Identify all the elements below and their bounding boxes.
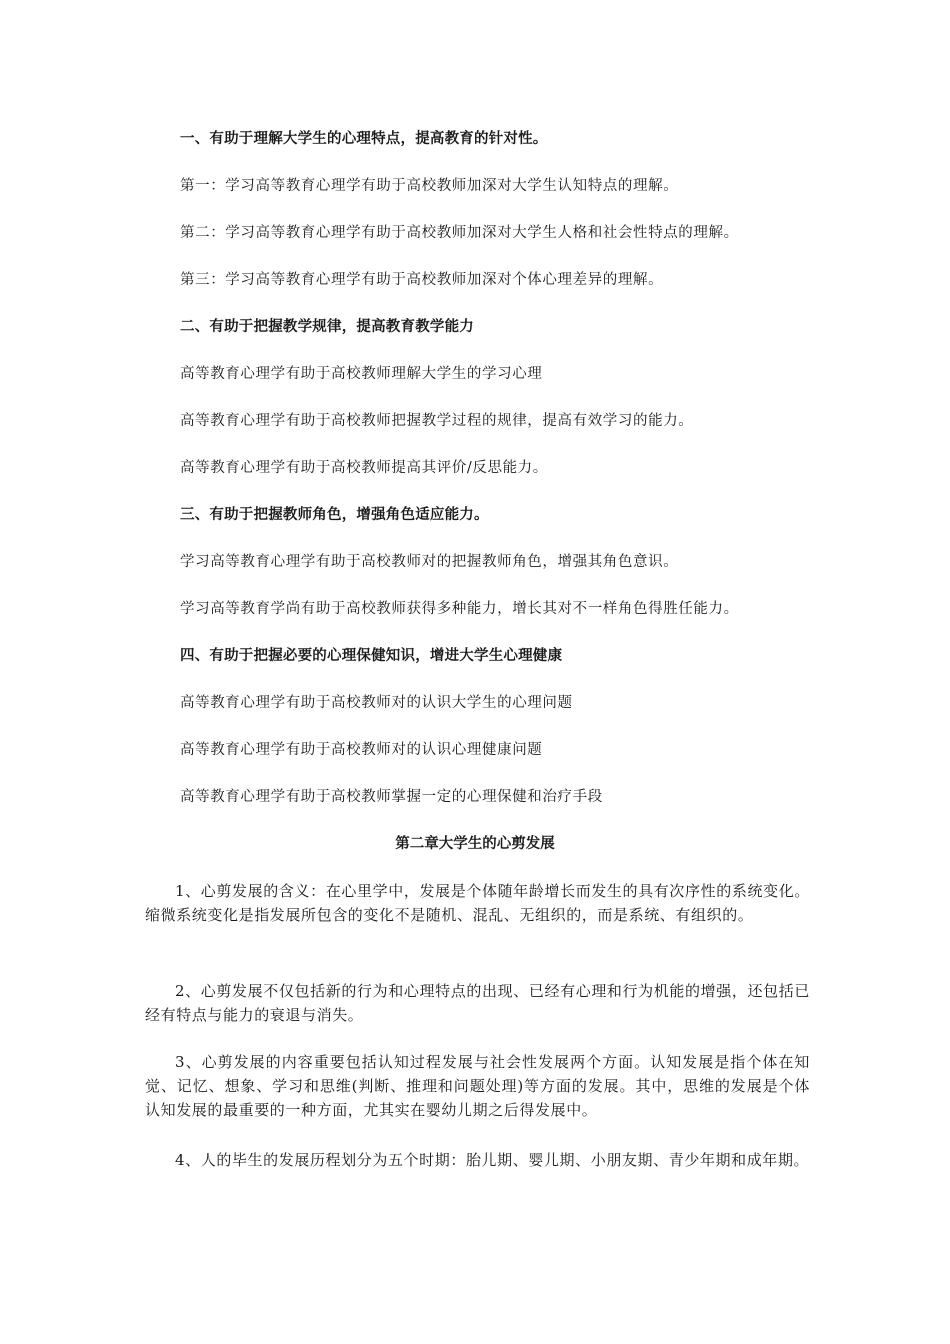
section-4-heading: 四、有助于把握必要的心理保健知识，增进大学生心理健康 xyxy=(180,647,563,664)
section-3-item-1: 学习高等教育心理学有助于高校教师对的把握教师角色，增强其角色意识。 xyxy=(180,554,679,570)
chapter-2-paragraph-1: 1、心剪发展的含义：在心里学中，发展是个体随年龄增长而发生的具有次序性的系统变化。缩微系统变化是指发展所包含的变化不是随机、混乱、无组织的，而是系统、有组织的。 xyxy=(145,882,810,924)
section-1-item-1: 第一：学习高等教育心理学有助于高校教师加深对大学生认知特点的理解。 xyxy=(180,178,679,194)
section-4-item-2: 高等教育心理学有助于高校教师对的认识心理健康问题 xyxy=(180,742,543,758)
section-3-item-2: 学习高等教育学尚有助于高校教师获得多种能力，增长其对不一样角色得胜任能力。 xyxy=(180,601,739,617)
section-3-heading: 三、有助于把握教师角色，增强角色适应能力。 xyxy=(180,506,489,523)
section-1-item-2: 第二：学习高等教育心理学有助于高校教师加深对大学生人格和社会性特点的理解。 xyxy=(180,225,739,241)
chapter-2-paragraph-3: 3、心剪发展的内容重要包括认知过程发展与社会性发展两个方面。认知发展是指个体在知觉、记忆、想象、学习和思维(判断、推理和问题处理)等方面的发展。其中，思维的发展是个体认知发展的最重要的一种方面，尤其实在婴幼儿期之后得发展中。 xyxy=(145,1053,810,1119)
chapter-2-paragraph-2: 2、心剪发展不仅包括新的行为和心理特点的出现、已经有心理和行为机能的增强，还包括已经有特点与能力的衰退与消失。 xyxy=(145,982,810,1024)
section-2-item-1: 高等教育心理学有助于高校教师理解大学生的学习心理 xyxy=(180,366,543,382)
section-4-item-3: 高等教育心理学有助于高校教师掌握一定的心理保健和治疗手段 xyxy=(180,789,603,805)
section-4-item-1: 高等教育心理学有助于高校教师对的认识大学生的心理问题 xyxy=(180,695,573,711)
section-2-heading: 二、有助于把握教学规律，提高教育教学能力 xyxy=(180,318,474,335)
section-1-heading: 一、有助于理解大学生的心理特点，提高教育的针对性。 xyxy=(180,130,548,147)
section-1-item-3: 第三：学习高等教育心理学有助于高校教师加深对个体心理差异的理解。 xyxy=(180,272,664,288)
chapter-2-paragraph-4: 4、人的毕生的发展历程划分为五个时期：胎儿期、婴儿期、小朋友期、青少年期和成年期。 xyxy=(175,1151,810,1169)
chapter-2-title: 第二章大学生的心剪发展 xyxy=(395,835,555,852)
section-2-item-3: 高等教育心理学有助于高校教师提高其评价/反思能力。 xyxy=(180,460,548,476)
section-2-item-2: 高等教育心理学有助于高校教师把握教学过程的规律，提高有效学习的能力。 xyxy=(180,413,694,429)
